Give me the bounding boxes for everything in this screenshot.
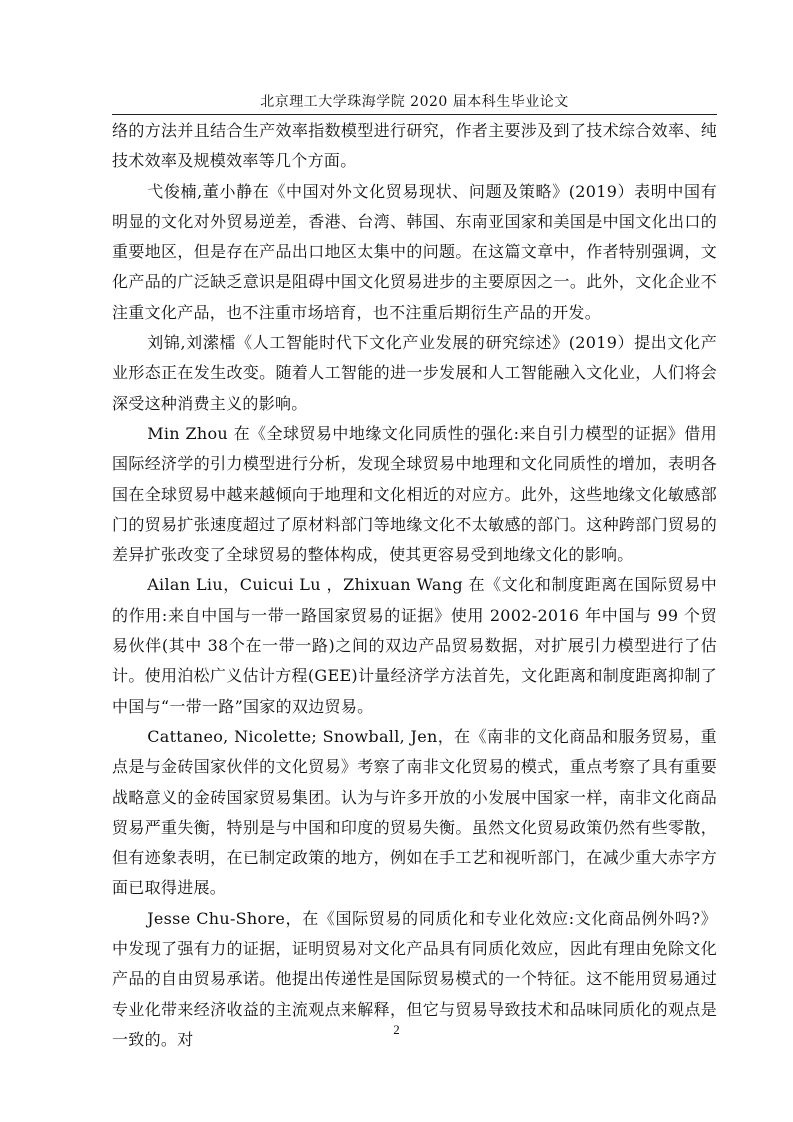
paragraph-chu-shore: Jesse Chu-Shore，在《国际贸易的同质化和专业化效应:文化商品例外吗?》中发现了强有力的证据，证明贸易对文化产品具有同质化效应，因此有理由免除文化产品的自由贸易承诺。他提出传递性是国际贸易模式的一个特征。这不能用贸易通过专业化带来经济收益的主流观点来解释，但它与贸易导致技术和品味同质化的观点是一致的。对 bbox=[112, 908, 717, 1049]
body-text bbox=[112, 116, 717, 1055]
paragraph-min-zhou: Min Zhou 在《全球贸易中地缘文化同质性的强化:来自引力模型的证据》借用国际经济学的引力模型进行分析，发现全球贸易中地理和文化同质性的增加，表明各国在全球贸易中越来越倾向于地理和文化相近的对应方。此外，这些地缘文化敏感部门的贸易扩张速度超过了原材料部门等地缘文化不太敏感的部门。这种跨部门贸易的差异扩张改变了全球贸易的整体构成，使其更容易受到地缘文化的影响。 bbox=[112, 423, 717, 565]
paragraph-liu-lu-wang: Ailan Liu，Cuicui Lu ，Zhixuan Wang 在《文化和制度距离在国际贸易中的作用:来自中国与一带一路国家贸易的证据》使用 2002-2016 年中国与 99 个贸易伙伴(其中 38个在一带一路)之间的双边产品贸易数据，对扩展引力模型进行了估计。使用泊松广义估计方程(GEE)计量经济学方法首先，文化距离和制度距离抑制了中国与“一带一路”国家的双边贸易。 bbox=[112, 575, 717, 716]
running-header: 北京理工大学珠海学院 2020 届本科生毕业论文 bbox=[260, 94, 569, 110]
page-number: 2 bbox=[393, 1022, 400, 1037]
header-rule bbox=[112, 114, 717, 115]
paragraph-liu-liu: 刘锦,刘潆檑《人工智能时代下文化产业发展的研究综述》(2019）提出文化产业形态正在发生改变。随着人工智能的进一步发展和人工智能融入文化业，人们将会深受这种消费主义的影响。 bbox=[112, 333, 717, 413]
paragraph-yi-dong: 弋俊楠,董小静在《中国对外文化贸易现状、问题及策略》(2019）表明中国有明显的文化对外贸易逆差，香港、台湾、韩国、东南亚国家和美国是中国文化出口的重要地区，但是存在产品出口地区太集中的问题。在这篇文章中，作者特别强调，文化产品的广泛缺乏意识是阻碍中国文化贸易进步的主要原因之一。此外，文化企业不注重文化产品，也不注重市场培育，也不注重后期衍生产品的开发。 bbox=[112, 181, 717, 322]
paragraph-continuation: 络的方法并且结合生产效率指数模型进行研究，作者主要涉及到了技术综合效率、纯技术效率及规模效率等几个方面。 bbox=[112, 121, 717, 171]
paragraph-cattaneo-snowball: Cattaneo, Nicolette; Snowball, Jen，在《南非的文化商品和服务贸易，重点是与金砖国家伙伴的文化贸易》考察了南非文化贸易的模式，重点考察了具有重要战略意义的金砖国家贸易集团。认为与许多开放的小发展中国家一样，南非文化商品贸易严重失衡，特别是与中国和印度的贸易失衡。虽然文化贸易政策仍然有些零散，但有迹象表明，在已制定政策的地方，例如在手工艺和视听部门，在减少重大赤字方面已取得进展。 bbox=[112, 726, 717, 898]
